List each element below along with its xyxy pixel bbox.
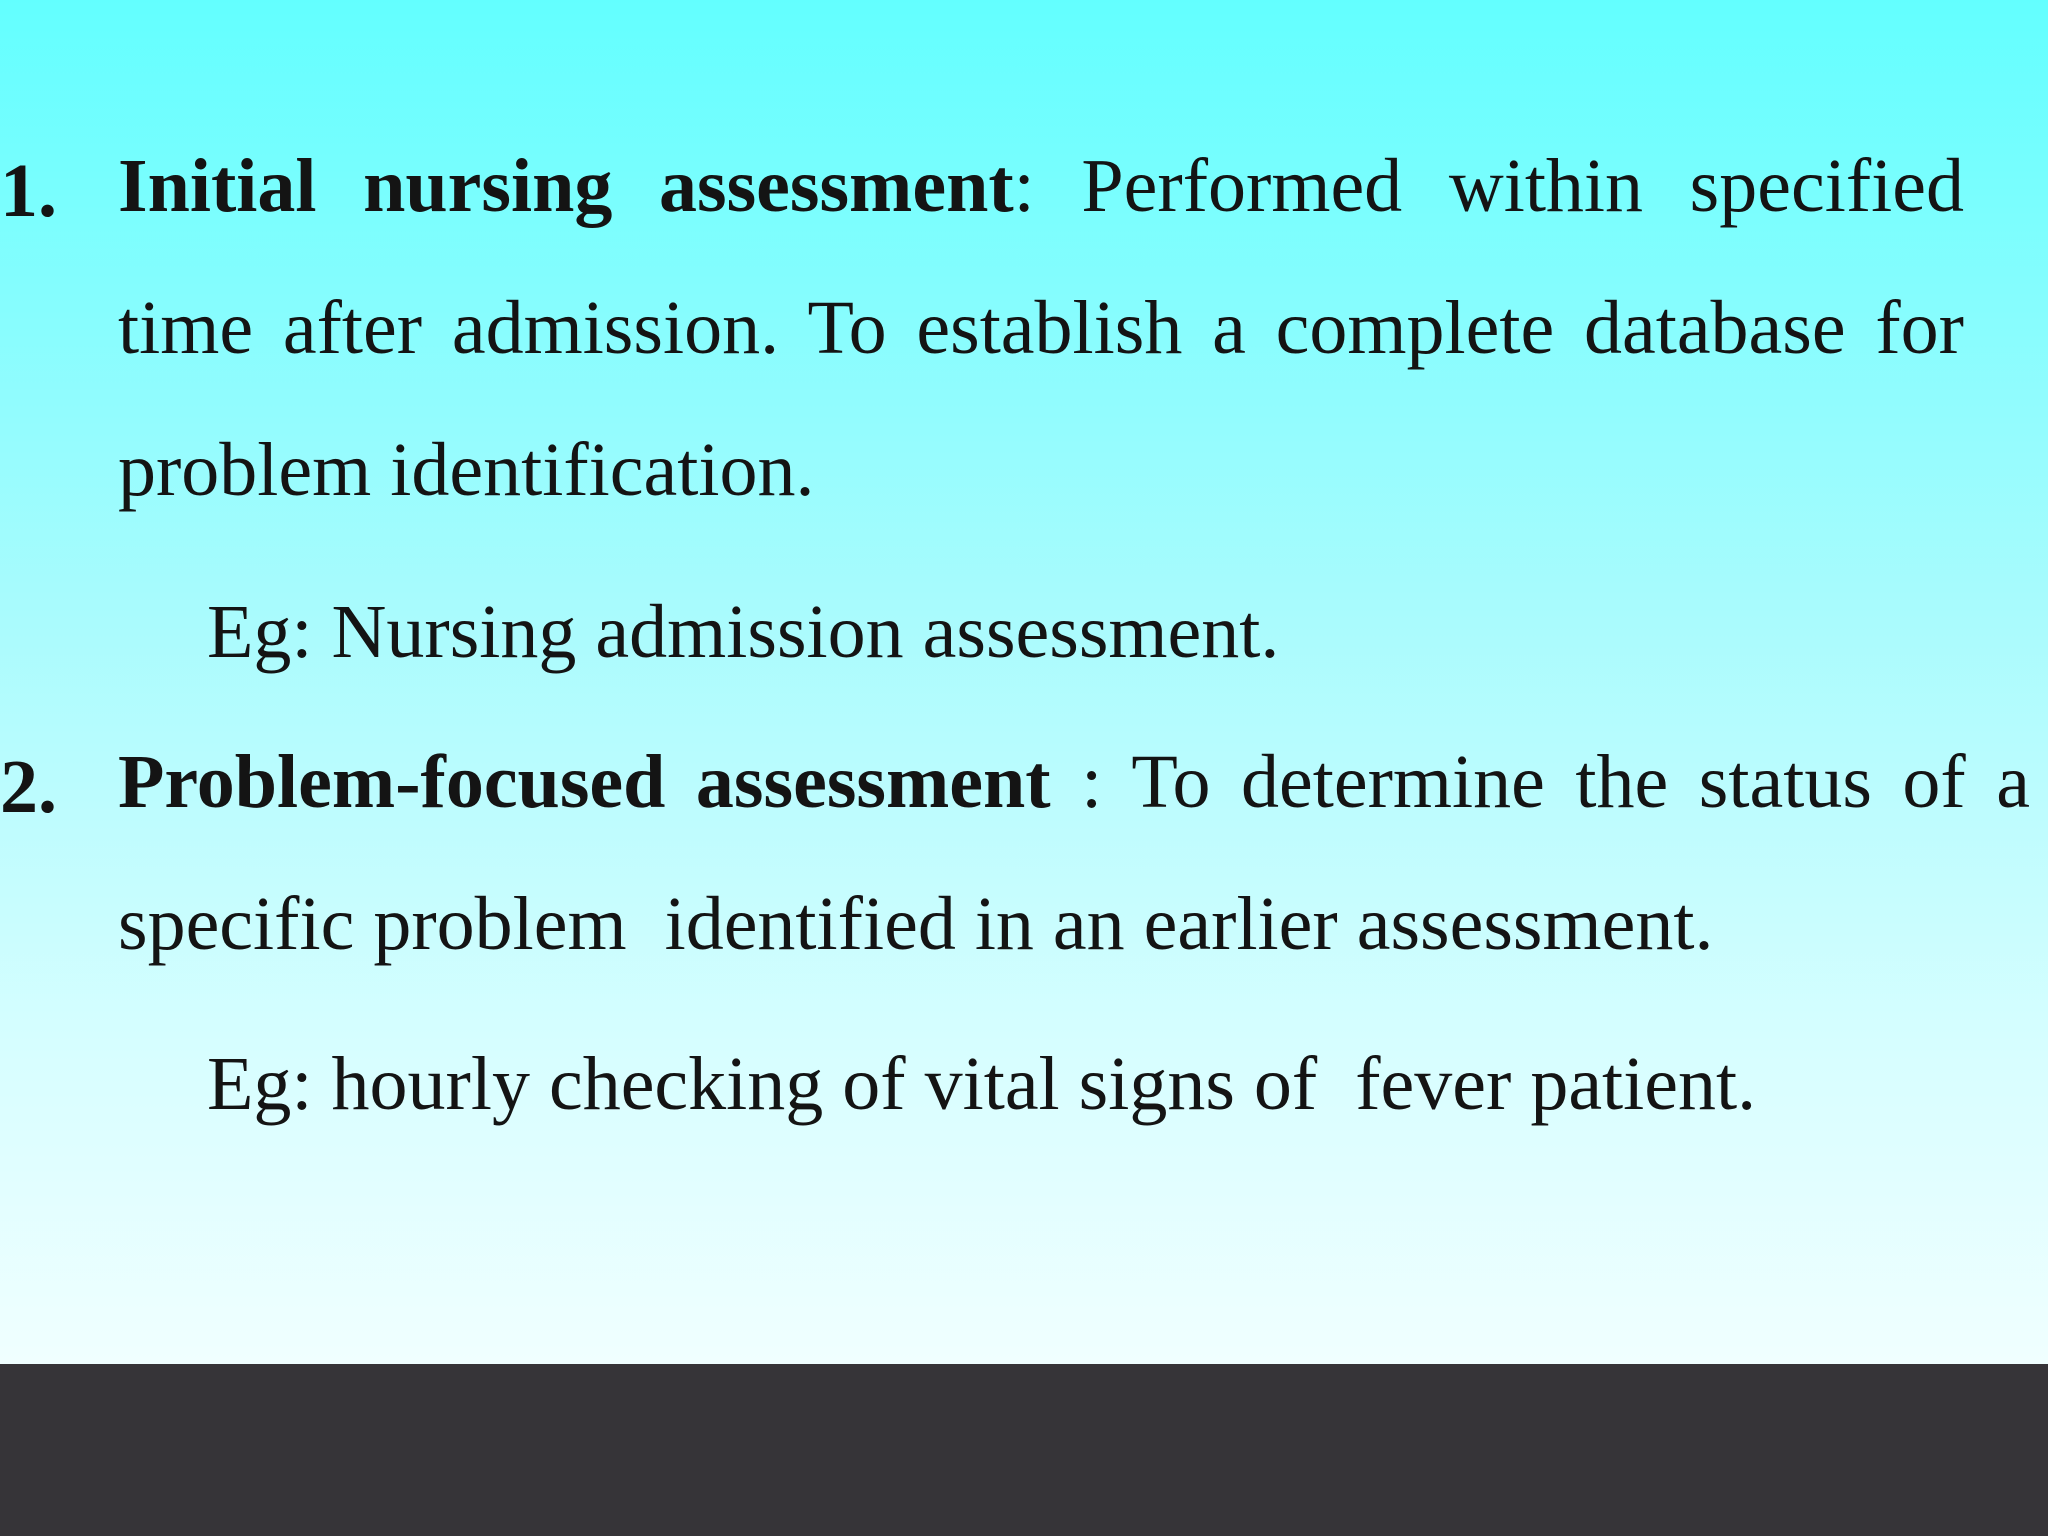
item-2-line-1 (118, 740, 2030, 824)
item-1-definition-start: : Performed within specified (1013, 144, 1964, 228)
item-2-line-2: specific problem identified in an earlier assessment. (118, 882, 1714, 966)
item-1-line-3: problem identification. (118, 428, 815, 512)
item-2-example: Eg: hourly checking of vital signs of fever patient. (207, 1042, 1757, 1126)
item-2-number: 2. (0, 745, 57, 829)
item-2-term: Problem-focused assessment (118, 740, 1051, 824)
item-1-example: Eg: Nursing admission assessment. (207, 590, 1280, 674)
item-1-term: Initial nursing assessment (118, 144, 1014, 228)
item-1-line-2: time after admission. To establish a complete database for (118, 286, 1964, 370)
footer-bar (0, 1364, 2048, 1536)
item-2-definition-start: : To determine the status of a (1050, 740, 2030, 824)
item-1-number: 1. (0, 149, 57, 233)
item-1-line-1 (118, 144, 1964, 228)
